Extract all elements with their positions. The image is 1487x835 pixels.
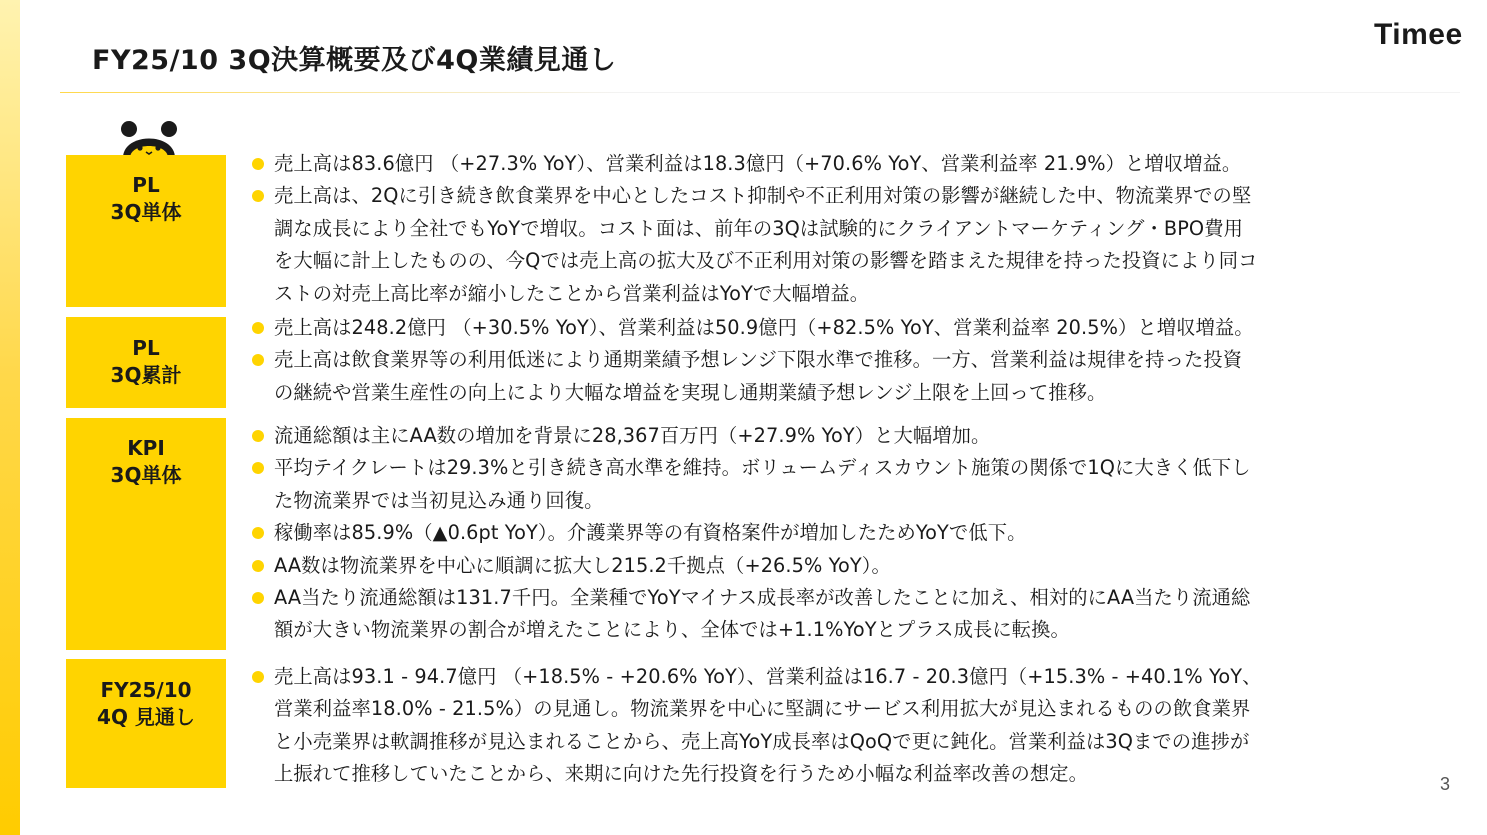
- bullet-text: 上振れて推移していたことから、来期に向けた先行投資を行うため小幅な利益率改善の想定。: [274, 762, 1089, 786]
- bullet-text: を大幅に計上したものの、今Qでは売上高の拡大及び不正利用対策の影響を踏まえた規律を持った投資により同コ: [274, 249, 1258, 273]
- section-body-fy-4q-outlook: [250, 661, 1440, 791]
- page-title: FY25/10 3Q決算概要及び4Q業績見通し: [92, 45, 617, 76]
- bullet-text: AA当たり流通総額は131.7千円。全業種でYoYマイナス成長率が改善したことに加え、相対的にAA当たり流通総: [274, 586, 1251, 610]
- bullet-item: [250, 420, 1440, 452]
- bullet-item: [250, 312, 1440, 344]
- bullet-text: 売上高は飲食業界等の利用低迷により通期業績予想レンジ下限水準で推移。一方、営業利益は規律を持った投資: [274, 348, 1243, 372]
- bullet-dot-icon: [252, 527, 264, 539]
- bullet-dot-icon: [252, 592, 264, 604]
- section-label-line: KPI: [127, 436, 165, 460]
- bullet-item: [250, 452, 1440, 517]
- bullet-item: [250, 582, 1440, 647]
- section-label-line: PL: [132, 336, 160, 360]
- page-number: 3: [1440, 774, 1451, 794]
- section-label-fy-4q-outlook: [66, 659, 226, 788]
- section-label-line: 3Q単体: [110, 200, 182, 224]
- bullet-item: [250, 517, 1440, 549]
- bullet-dot-icon: [252, 158, 264, 170]
- bullet-text: 調な成長により全社でもYoYで増収。コスト面は、前年の3Qは試験的にクライアントマーケティング・BPO費用: [274, 216, 1243, 240]
- bullet-text: 稼働率は85.9%（▲0.6pt YoY）。介護業界等の有資格案件が増加したためYoYで低下。: [274, 521, 1027, 545]
- bullet-text: た物流業界では当初見込み通り回復。: [274, 488, 604, 512]
- bullet-dot-icon: [252, 462, 264, 474]
- bullet-dot-icon: [252, 322, 264, 334]
- timee-logo: Timee: [1374, 18, 1463, 51]
- bullet-item: [250, 148, 1440, 180]
- section-label-kpi-3q: [66, 418, 226, 650]
- bullet-text: 売上高は、2Qに引き続き飲食業界を中心としたコスト抑制や不正利用対策の影響が継続した中、物流業界での堅: [274, 184, 1252, 208]
- section-label-line: PL: [132, 173, 160, 197]
- bullet-text: 流通総額は主にAA数の増加を背景に28,367百万円（+27.9% YoY）と大幅増加。: [274, 424, 991, 447]
- bullet-text: 売上高は93.1 - 94.7億円 （+18.5% - +20.6% YoY）、営業利益は16.7 - 20.3億円（+15.3% - +40.1% YoY、: [274, 665, 1262, 688]
- bullet-text: 営業利益率18.0% - 21.5%）の見通し。物流業界を中心に堅調にサービス利用拡大が見込まれるものの飲食業界: [274, 697, 1251, 721]
- section-label-line: 4Q 見通し: [97, 705, 195, 729]
- bullet-dot-icon: [252, 671, 264, 683]
- bullet-item: [250, 661, 1440, 791]
- bullet-text: AA数は物流業界を中心に順調に拡大し215.2千拠点（+26.5% YoY）。: [274, 553, 891, 577]
- section-label-pl-cumulative: [66, 317, 226, 408]
- mascot-icon: [118, 118, 180, 158]
- section-body-pl-cumulative: [250, 312, 1440, 409]
- title-divider: [60, 92, 1460, 93]
- section-body-kpi-3q: [250, 420, 1440, 647]
- section-label-line: 3Q単体: [110, 463, 182, 487]
- bullet-item: [250, 180, 1440, 310]
- bullet-text: 平均テイクレートは29.3%と引き続き高水準を維持。ボリュームディスカウント施策の関係で1Qに大きく低下し: [274, 456, 1251, 480]
- bullet-item: [250, 344, 1440, 409]
- bullet-text: 売上高は248.2億円 （+30.5% YoY）、営業利益は50.9億円（+82.5% YoY、営業利益率 20.5%）と増収増益。: [274, 316, 1254, 339]
- bullet-text: ストの対売上高比率が縮小したことから営業利益はYoYで大幅増益。: [274, 281, 870, 305]
- left-accent-strip: [0, 0, 20, 835]
- bullet-dot-icon: [252, 560, 264, 572]
- bullet-dot-icon: [252, 430, 264, 442]
- bullet-text: の継続や営業生産性の向上により大幅な増益を実現し通期業績予想レンジ上限を上回って推移。: [274, 380, 1107, 404]
- section-label-pl-3q: [66, 155, 226, 307]
- section-body-pl-3q: [250, 148, 1440, 310]
- bullet-text: 額が大きい物流業界の割合が増えたことにより、全体では+1.1%YoYとプラス成長に転換。: [274, 618, 1070, 642]
- section-label-line: FY25/10: [100, 678, 192, 702]
- bullet-dot-icon: [252, 354, 264, 366]
- bullet-text: 売上高は83.6億円 （+27.3% YoY）、営業利益は18.3億円（+70.6% YoY、営業利益率 21.9%）と増収増益。: [274, 152, 1242, 175]
- bullet-item: [250, 550, 1440, 582]
- bullet-text: と小売業界は軟調推移が見込まれることから、売上高YoY成長率はQoQで更に鈍化。営業利益は3Qまでの進捗が: [274, 729, 1250, 753]
- section-label-line: 3Q累計: [110, 363, 182, 387]
- bullet-dot-icon: [252, 190, 264, 202]
